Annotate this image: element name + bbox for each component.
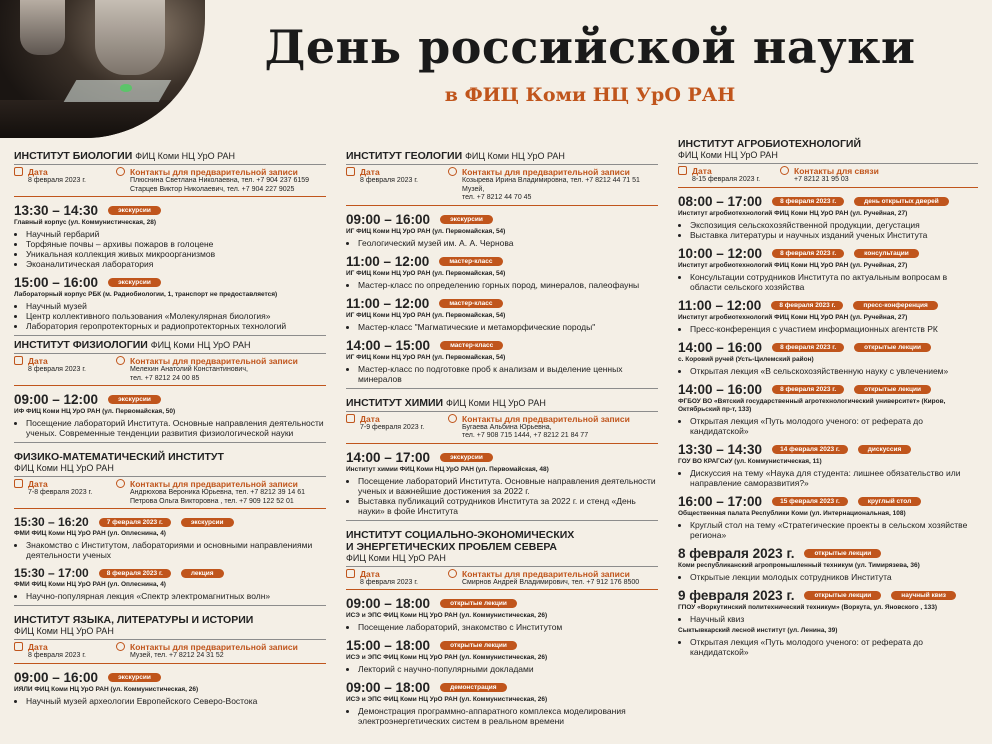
institute-org: ФИЦ Коми НЦ УрО РАН	[465, 151, 565, 161]
list-item: • Открытые лекции молодых сотрудников Института	[690, 572, 978, 582]
event-tag: мастер-класс	[439, 257, 502, 266]
contact-line: Петрова Ольга Викторовна , тел. +7 909 122 52 01	[130, 497, 294, 505]
list-item: • Научно-популярная лекция «Спектр электромагнитных волн»	[26, 591, 326, 601]
contact-line: Старцев Виктор Николаевич, тел. +7 904 227 9025	[130, 185, 295, 193]
list-item: • Консультации сотрудников Института по актуальным вопросам в области сельского хозяйства	[690, 272, 978, 292]
calendar-icon	[14, 479, 23, 488]
event-time: 09:00 – 18:00	[346, 596, 431, 611]
event-place: Институт химии ФИЦ Коми НЦ УрО РАН (ул. Первомайская, 48)	[346, 465, 549, 473]
date-label: Дата	[28, 642, 48, 652]
event-time: 09:00 – 12:00	[14, 392, 99, 407]
list-item: • Лекторий с научно-популярными докладами	[358, 664, 658, 674]
event	[678, 194, 978, 240]
event-place: Институт агробиотехнологий ФИЦ Коми НЦ УрО РАН (ул. Ручейная, 27)	[678, 261, 908, 269]
date-label: Дата	[692, 166, 712, 176]
event-time: 11:00 – 12:00	[678, 297, 762, 313]
event-date-tag: 8 февраля 2023 г.	[772, 249, 844, 258]
event-tag: пресс-конференция	[853, 301, 937, 310]
event-tag: консультации	[854, 249, 919, 258]
event-date-tag: 8 февраля 2023 г.	[772, 197, 844, 206]
event-time: 15:30 – 16:20	[14, 515, 89, 529]
institute-org: ФИЦ Коми НЦ УрО РАН	[14, 626, 114, 636]
event-tag: мастер-класс	[440, 341, 503, 350]
event-place: ИФ ФИЦ Коми НЦ УрО РАН (ул. Первомайская, 50)	[14, 408, 176, 415]
event-place: ФМИ ФИЦ Коми НЦ УрО РАН (ул. Оплеснина, 4)	[14, 530, 166, 537]
event-time: 8 февраля 2023 г.	[678, 545, 795, 561]
institute-physmath	[14, 451, 326, 601]
phone-icon	[116, 167, 125, 176]
date-value: 7-9 февраля 2023 г.	[360, 423, 425, 431]
date-label: Дата	[28, 479, 48, 489]
contact-line: Плюснина Светлана Николаевна, тел. +7 904 237 6159	[130, 177, 310, 184]
event-tag: открытые лекции	[440, 641, 517, 650]
event-time: 14:00 – 16:00	[678, 381, 763, 397]
event-tag: экскурсии	[108, 673, 161, 682]
date-value: 8 февраля 2023 г.	[360, 578, 418, 586]
calendar-icon	[14, 356, 23, 365]
event	[678, 382, 978, 436]
list-item: • Геологический музей им. А. А. Чернова	[358, 238, 658, 248]
contact-line: тел. +7 908 715 1444, +7 8212 21 84 77	[462, 432, 589, 439]
event-place: ФМИ ФИЦ Коми НЦ УрО РАН (ул. Оплеснина, 4)	[14, 581, 166, 588]
calendar-icon	[346, 569, 355, 578]
event-date-tag: 15 февраля 2023 г.	[772, 497, 848, 506]
contacts-label: Контакты для предварительной записи	[462, 167, 630, 177]
list-item: • Научный музей археологии Европейского Северо-Востока	[26, 696, 326, 706]
event-tag: дискуссия	[858, 445, 911, 454]
column-2	[346, 150, 658, 726]
event-place: ИСЭ и ЭПС ФИЦ Коми НЦ УрО РАН (ул. Коммунистическая, 26)	[346, 612, 548, 619]
institute-org: ФИЦ Коми НЦ УрО РАН	[678, 150, 778, 160]
list-item: • Открытая лекция «В сельскохозяйственную науку с увлечением»	[690, 366, 978, 376]
institute-physiology	[14, 339, 326, 438]
event-date-tag: 14 февраля 2023 г.	[772, 445, 848, 454]
event-place: ФГБОУ ВО «Вятский государственный агротехнологический университет» (Киров, Октябрьский пр-т, 133)	[678, 397, 946, 413]
institute-socio	[346, 529, 658, 727]
event-tag: экскурсии	[440, 215, 493, 224]
list-item: • Круглый стол на тему «Стратегические проекты в сельском хозяйстве региона»	[690, 520, 978, 540]
institute-geology	[346, 150, 658, 384]
calendar-icon	[346, 414, 355, 423]
event-date-tag: 8 февраля 2023 г.	[772, 343, 844, 352]
page-title: День российской науки	[264, 20, 916, 74]
institute-agro	[678, 138, 978, 657]
list-item: • Центр коллективного пользования «Молекулярная биология»	[26, 311, 326, 321]
contact-line: тел. +7 8212 24 00 85	[130, 374, 200, 382]
institute-name: ИНСТИТУТ АГРОБИОТЕХНОЛОГИЙ	[678, 138, 862, 150]
event	[678, 546, 978, 582]
event-time: 14:00 – 17:00	[346, 449, 431, 465]
event-time: 11:00 – 12:00	[346, 253, 430, 269]
event-date-tag: 8 февраля 2023 г.	[772, 385, 844, 394]
event-time: 9 февраля 2023 г.	[678, 587, 795, 603]
event-date-tag: 8 февраля 2023 г.	[771, 301, 843, 310]
event-tag: экскурсии	[440, 453, 493, 462]
event-time: 15:00 – 16:00	[14, 275, 99, 290]
event-tag: научный квиз	[891, 591, 956, 600]
event	[346, 296, 658, 332]
list-item: • Выставка публикаций сотрудников Института за 2022 г. и стенд «День науки» в фойе Института	[358, 496, 658, 516]
event	[678, 340, 978, 376]
event-place: Главный корпус (ул. Коммунистическая, 28)	[14, 219, 157, 226]
contacts-label: Контакты для предварительной записи	[130, 479, 298, 489]
list-item: • Научный музей	[26, 301, 326, 311]
event-place: ИСЭ и ЭПС ФИЦ Коми НЦ УрО РАН (ул. Коммунистическая, 26)	[346, 696, 548, 703]
date-label: Дата	[28, 356, 48, 366]
event	[14, 566, 326, 601]
list-item: • Пресс-конференция с участием информационных агентств РК	[690, 324, 978, 334]
date-value: 8 февраля 2023 г.	[28, 366, 86, 373]
list-item: • Выставка литературы и научных изданий ученых Института	[690, 230, 978, 240]
event-time: 14:00 – 15:00	[346, 337, 431, 353]
institute-org: ФИЦ Коми НЦ УрО РАН	[150, 340, 251, 350]
list-item: • Демонстрация программно-аппаратного комплекса моделирования электроэнергетических систем в реальном времени	[358, 706, 658, 726]
event-time: 09:00 – 16:00	[14, 669, 99, 685]
event-place: Коми республиканский агропромышленный техникум (ул. Тимирязева, 36)	[678, 561, 920, 569]
event	[346, 338, 658, 384]
contacts-label: Контакты для связи	[794, 166, 879, 176]
list-item: • Лаборатория геропротекторных и радиопротекторных технологий	[26, 321, 326, 331]
event-place: Институт агробиотехнологий ФИЦ Коми НЦ УрО РАН (ул. Ручейная, 27)	[678, 209, 908, 217]
contact-line: тел. +7 8212 44 70 45	[462, 194, 532, 201]
list-item: • Экоаналитическая лаборатория	[26, 259, 326, 269]
contacts-label: Контакты для предварительной записи	[462, 413, 630, 424]
event-time: 08:00 – 17:00	[678, 193, 763, 209]
event-tag: лекция	[181, 569, 224, 578]
institute-chemistry	[346, 397, 658, 516]
event-place: Институт агробиотехнологий ФИЦ Коми НЦ УрО РАН (ул. Ручейная, 27)	[678, 313, 908, 321]
institute-biology	[14, 150, 326, 331]
list-item: • Посещение лабораторий Института. Основные направления деятельности ученых и важнейшие достижения за 2022 г.	[358, 476, 658, 496]
event-tag: круглый стол	[858, 497, 921, 506]
event	[346, 450, 658, 516]
list-item: • Мастер-класс по подготовке проб к анализам и выделение ценных минералов	[358, 364, 658, 384]
institute-name: ФИЗИКО-МАТЕМАТИЧЕСКИЙ ИНСТИТУТ	[14, 451, 224, 463]
event-place: ИСЭ и ЭПС ФИЦ Коми НЦ УрО РАН (ул. Коммунистическая, 26)	[346, 654, 548, 661]
institute-name: ИНСТИТУТ СОЦИАЛЬНО-ЭКОНОМИЧЕСКИХ	[346, 528, 575, 541]
event-time: 15:30 – 17:00	[14, 566, 89, 580]
date-value: 8 февраля 2023 г.	[28, 652, 86, 659]
page-subtitle: в ФИЦ Коми НЦ УрО РАН	[444, 84, 736, 106]
event-place: Лабораторный корпус РБК (м. Радиобиологии, 1, транспорт не предоставляется)	[14, 291, 278, 298]
contact-line: Козырева Ирина Владимировна, тел. +7 8212 44 71 51 Музей,	[462, 177, 640, 193]
event	[346, 638, 658, 674]
date-label: Дата	[360, 167, 380, 177]
event-time: 09:00 – 18:00	[346, 680, 431, 695]
event	[678, 298, 978, 334]
event-time: 16:00 – 17:00	[678, 493, 763, 509]
event-place: Общественная палата Республики Коми (ул. Интернациональная, 108)	[678, 509, 906, 517]
institute-language	[14, 614, 326, 706]
contact-line: Андрюхова Вероника Юрьевна, тел. +7 8212 39 14 61	[130, 489, 305, 496]
event-tag: экскурсии	[181, 518, 234, 527]
event	[678, 442, 978, 488]
contact-line: Смирнов Андрей Владимирович, тел. +7 912 176 8500	[462, 578, 640, 586]
event-tag: день открытых дверей	[854, 197, 949, 206]
phone-icon	[448, 167, 457, 176]
event-tag: экскурсии	[108, 206, 161, 215]
list-item: • Дискуссия на тему «Наука для студента: лишнее обязательство или направление саморазвития?»	[690, 468, 978, 488]
column-3	[678, 138, 978, 657]
event	[14, 670, 326, 706]
institute-org: ФИЦ Коми НЦ УрО РАН	[135, 151, 236, 161]
column-1	[14, 150, 326, 706]
list-item: • Торфяные почвы – архивы пожаров в голоцене	[26, 239, 326, 249]
microscope-photo	[0, 0, 205, 138]
event	[14, 515, 326, 560]
institute-name: ИНСТИТУТ ГЕОЛОГИИ	[346, 150, 463, 162]
event-place: с. Коровий ручей (Усть-Цилемский район)	[678, 355, 814, 363]
list-item: • Уникальная коллекция живых микроорганизмов	[26, 249, 326, 259]
contacts-label: Контакты для предварительной записи	[130, 642, 298, 652]
contact-line: Бугаева Альбина Юрьевна,	[462, 423, 552, 431]
event-tag: демонстрация	[440, 683, 506, 692]
event-tag: мастер-класс	[439, 299, 502, 308]
contacts-label: Контакты для предварительной записи	[130, 356, 298, 366]
event	[346, 596, 658, 632]
date-value: 8 февраля 2023 г.	[28, 177, 86, 184]
contact-line: Мелехин Анатолий Константинович,	[130, 366, 248, 373]
institute-name: ИНСТИТУТ ФИЗИОЛОГИИ	[14, 339, 148, 351]
event	[14, 392, 326, 438]
institute-name: ИНСТИТУТ ЯЗЫКА, ЛИТЕРАТУРЫ И ИСТОРИИ	[14, 614, 254, 626]
list-item: • Научный квиз	[690, 614, 978, 624]
event-place: ИГ ФИЦ Коми НЦ УрО РАН (ул. Первомайская, 54)	[346, 311, 506, 319]
event-tag: открытые лекции	[804, 549, 881, 558]
date-label: Дата	[28, 167, 48, 177]
list-item: • Открытая лекция «Путь молодого ученого: от реферата до кандидатской»	[690, 637, 978, 657]
institute-org: ФИЦ Коми НЦ УрО РАН	[446, 397, 546, 408]
institute-name: ИНСТИТУТ БИОЛОГИИ	[14, 150, 133, 162]
contact-line: +7 8212 31 95 03	[794, 176, 849, 183]
event	[346, 212, 658, 248]
date-label: Дата	[360, 413, 380, 424]
event	[14, 203, 326, 269]
list-item: • Посещение лабораторий, знакомство с Институтом	[358, 622, 658, 632]
date-label: Дата	[360, 568, 380, 579]
event-tag: экскурсии	[108, 395, 161, 404]
event-time: 10:00 – 12:00	[678, 245, 763, 261]
event-time: 14:00 – 16:00	[678, 339, 763, 355]
event-time: 15:00 – 18:00	[346, 638, 431, 653]
event-place: ИГ ФИЦ Коми НЦ УрО РАН (ул. Первомайская, 54)	[346, 227, 506, 235]
calendar-icon	[346, 167, 355, 176]
event-tag: открытые лекции	[440, 599, 517, 608]
institute-org: ФИЦ Коми НЦ УрО РАН	[14, 463, 114, 473]
event-place: ИЯЛИ ФИЦ Коми НЦ УрО РАН (ул. Коммунистическая, 26)	[14, 685, 199, 693]
event	[678, 588, 978, 657]
date-value: 8-15 февраля 2023 г.	[692, 176, 761, 183]
event-place: ИГ ФИЦ Коми НЦ УрО РАН (ул. Первомайская, 54)	[346, 353, 506, 361]
calendar-icon	[678, 166, 687, 175]
phone-icon	[116, 642, 125, 651]
list-item: • Научный гербарий	[26, 229, 326, 239]
list-item: • Экспозиция сельскохозяйственной продукции, дегустация	[690, 220, 978, 230]
phone-icon	[448, 569, 457, 578]
phone-icon	[780, 166, 789, 175]
institute-name: И ЭНЕРГЕТИЧЕСКИХ ПРОБЛЕМ СЕВЕРА	[346, 540, 558, 553]
event-tag: открытые лекции	[854, 343, 931, 352]
list-item: • Открытая лекция «Путь молодого ученого: от реферата до кандидатской»	[690, 416, 978, 436]
calendar-icon	[14, 167, 23, 176]
event-place: ГОУ ВО КРАГСиУ (ул. Коммунистическая, 11)	[678, 457, 822, 465]
contact-line: Музей, тел. +7 8212 24 31 52	[130, 652, 224, 659]
event-place: ИГ ФИЦ Коми НЦ УрО РАН (ул. Первомайская, 54)	[346, 269, 506, 277]
event-date-tag: 8 февраля 2023 г.	[99, 569, 171, 578]
event-time: 13:30 – 14:30	[14, 203, 99, 218]
event-time: 09:00 – 16:00	[346, 211, 431, 227]
event	[678, 494, 978, 540]
list-item: • Знакомство с Институтом, лабораториями и основными направлениями деятельности ученых	[26, 540, 326, 560]
event	[678, 246, 978, 292]
event-tag: открытые лекции	[854, 385, 931, 394]
event-time: 13:30 – 14:30	[678, 441, 763, 457]
phone-icon	[116, 356, 125, 365]
institute-org: ФИЦ Коми НЦ УрО РАН	[346, 552, 446, 563]
event-tag: экскурсии	[108, 278, 161, 287]
institute-name: ИНСТИТУТ ХИМИИ	[346, 396, 444, 409]
event-tag: открытые лекции	[804, 591, 881, 600]
event-date-tag: 7 февраля 2023 г.	[99, 518, 171, 527]
phone-icon	[116, 479, 125, 488]
event-place: Сыктывкарский лесной институт (ул. Ленина, 39)	[678, 626, 838, 634]
event	[14, 275, 326, 331]
phone-icon	[448, 414, 457, 423]
calendar-icon	[14, 642, 23, 651]
date-value: 7-8 февраля 2023 г.	[28, 489, 93, 496]
event	[346, 680, 658, 726]
list-item: • Мастер-класс по определению горных пород, минералов, палеофауны	[358, 280, 658, 290]
contacts-label: Контакты для предварительной записи	[462, 568, 630, 579]
list-item: • Посещение лабораторий Института. Основные направления деятельности ученых. Современные тенденции развития физиологической науки	[26, 418, 326, 438]
event	[346, 254, 658, 290]
event-time: 11:00 – 12:00	[346, 295, 430, 311]
list-item: • Мастер-класс "Магматические и метаморфические породы"	[358, 322, 658, 332]
contacts-label: Контакты для предварительной записи	[130, 167, 298, 177]
date-value: 8 февраля 2023 г.	[360, 177, 418, 184]
event-place: ГПОУ «Воркутинский политехнический техникум» (Воркута, ул. Яновского , 133)	[678, 603, 938, 611]
